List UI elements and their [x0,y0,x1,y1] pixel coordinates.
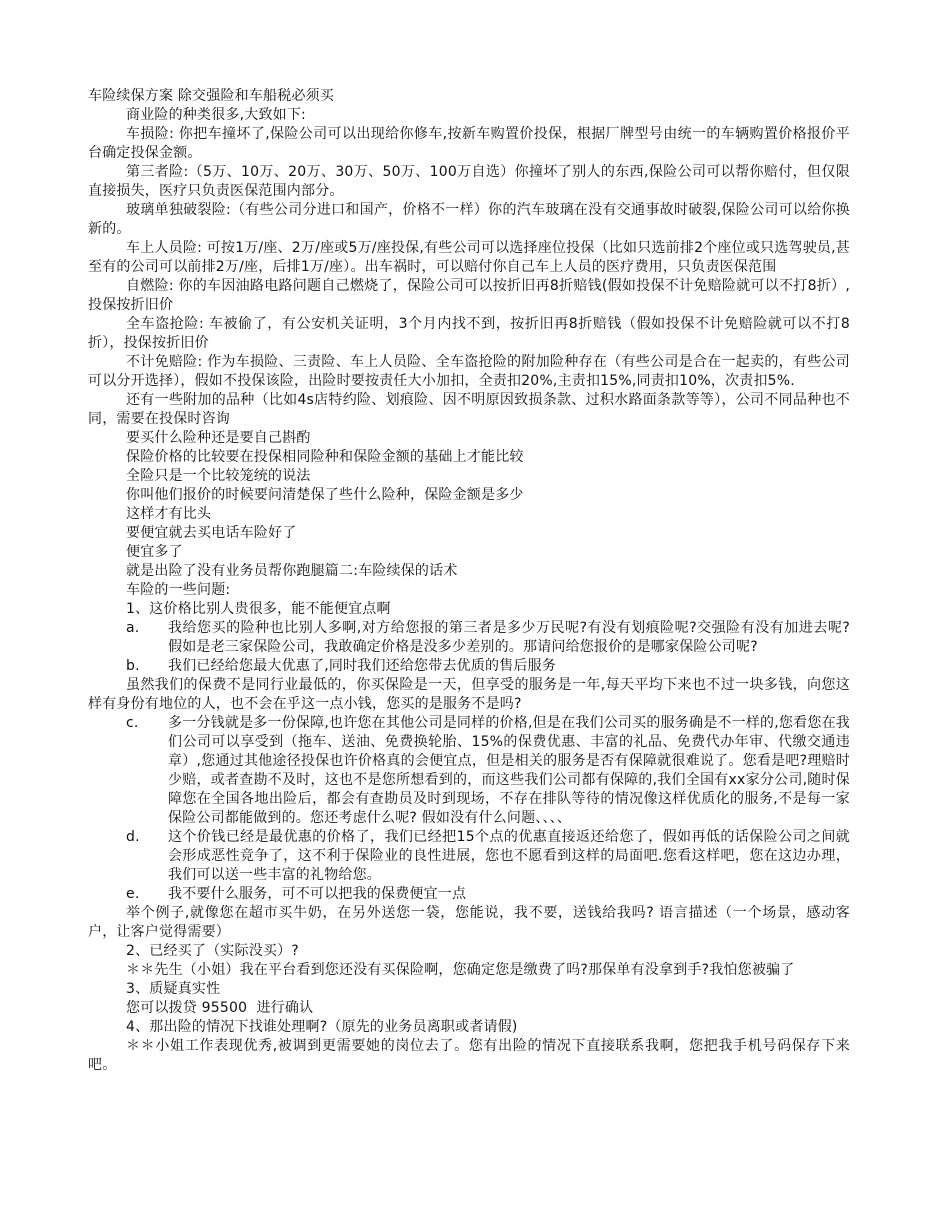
document-title: 车险续保方案 除交强险和车船税必须买 [88,88,335,104]
document-body [88,87,850,1075]
list-marker: c. [126,715,139,731]
list-item-text: 我们已经给您最大优惠了,同时我们还给您带去优质的售后服务 [168,658,557,674]
paragraph: 自燃险: 你的车因油路电路问题自己燃烧了，保险公司可以按折旧再8折赔钱(假如投保不计免赔险就可以不打8折）,投保按折旧价 [88,278,850,313]
question-heading: 1、这价格比别人贵很多，能不能便宜点啊 [126,601,391,617]
short-line: 车险的一些问题: [126,582,231,598]
paragraph: 还有一些附加的品种（比如4s店特约险、划痕险、因不明原因致损条款、过积水路面条款等等），公司不同品种也不同，需要在投保时咨询 [88,392,850,427]
short-line: 你叫他们报价的时候要问清楚保了些什么险种，保险金额是多少 [126,487,524,503]
list-marker: b. [126,658,140,674]
short-line: 这样才有比头 [126,506,212,522]
short-line: 便宜多了 [126,544,183,560]
list-item-c [88,714,850,828]
paragraph: 全车盗抢险: 车被偷了，有公安机关证明，3个月内找不到，按折旧再8折赔钱（假如投保不计免赔险就可以不打8折），投保按折旧价 [88,316,850,351]
list-item-text: 我给您买的险种也比别人多啊,对方给您报的第三者是多少万民呢?有没有划痕险呢?交强险有没有加进去呢? 假如是老三家保险公司，我敢确定价格是没多少差别的。那请问给您报价的是哪家保险公司呢? [168,620,850,655]
list-item-text: 这个价钱已经是最优惠的价格了，我们已经把15个点的优惠直接返还给您了，假如再低的话保险公司之间就会形成恶性竞争了，这不利于保险业的良性进展，您也不愿看到这样的局面吧.您看这样吧，您在这边办理，我们可以送一些丰富的礼物给您。 [168,829,850,883]
question-heading: 3、质疑真实性 [126,981,221,997]
list-item-d [88,828,850,885]
short-line: 要买什么险种还是要自己斟酌 [126,430,311,446]
question-heading: 4、那出险的情况下找谁处理啊?（原先的业务员离职或者请假) [126,1019,518,1035]
paragraph: ＊＊先生（小姐）我在平台看到您还没有买保险啊，您确定您是缴费了吗?那保单有没拿到手?我怕您被骗了 [126,962,795,978]
list-item-e [88,885,850,904]
list-marker: d. [126,829,140,845]
section-heading: 就是出险了没有业务员帮你跑腿篇二:车险续保的话术 [126,563,458,579]
short-line: 全险只是一个比较笼统的说法 [126,468,311,484]
list-item-text: 多一分钱就是多一份保障,也许您在其他公司是同样的价格,但是在我们公司买的服务确是不一样的,您看您在我们公司可以享受到（拖车、送油、免费换轮胎、15%的保费优惠、丰富的礼品、免费代办年审、代缴交通违章）,您通过其他途径投保也许价格真的会便宜点，但是相关的服务是否有保障就很难说了。您看是吧?理赔时少赔，或者查勘不及时，这也不是您所想看到的，而这些我们公司都有保障的,我们全国有xx家分公司,随时保障您在全国各地出险后，都会有查勘员及时到现场，不存在排队等待的情况像这样优质化的服务,不是每一家保险公司都能做到的。您还考虑什么呢? 假如没有什么问题、、、、 [168,715,850,826]
paragraph: 玻璃单独破裂险:（有些公司分进口和国产，价格不一样）你的汽车玻璃在没有交通事故时破裂,保险公司可以给你换新的。 [88,202,850,237]
paragraph: 商业险的种类很多,大致如下: [126,107,306,123]
paragraph: 车上人员险: 可按1万/座、2万/座或5万/座投保,有些公司可以选择座位投保（比如只选前排2个座位或只选驾驶员,甚至有的公司可以前排2万/座，后排1万/座）。出车祸时，可以赔付你自己车上人员的医疗费用，只负责医保范围 [88,240,850,275]
paragraph: 您可以拨贷 95500 进行确认 [126,1000,314,1016]
paragraph: 不计免赔险: 作为车损险、三责险、车上人员险、全车盗抢险的附加险种存在（有些公司是合在一起卖的，有些公司可以分开选择），假如不投保该险，出险时要按责任大小加扣，全责扣20%,主责扣15%,同责扣10%，次责扣5%. [88,354,850,389]
paragraph: 虽然我们的保费不是同行业最低的，你买保险是一天，但享受的服务是一年,每天平均下来也不过一块多钱，向您这样有身份有地位的人，也不会在乎这一点小钱，您买的是服务不是吗? [88,677,850,712]
paragraph: 第三者险:（5万、10万、20万、30万、50万、100万自选）你撞坏了别人的东西,保险公司可以帮你赔付，但仅限直接损失，医疗只负责医保范围内部分。 [88,164,850,199]
list-marker: a. [126,620,140,636]
question-heading: 2、已经买了（实际没买）? [126,943,299,959]
list-item-b [88,657,850,676]
paragraph: ＊＊小姐工作表现优秀,被调到更需要她的岗位去了。您有出险的情况下直接联系我啊，您把我手机号码保存下来吧。 [88,1038,850,1073]
list-marker: e. [126,886,140,902]
paragraph: 车损险: 你把车撞坏了,保险公司可以出现给你修车,按新车购置价投保，根据厂牌型号由统一的车辆购置价格报价平台确定投保金额。 [88,126,850,161]
short-line: 保险价格的比较要在投保相同险种和保险金额的基础上才能比较 [126,449,524,465]
list-item-a [88,619,850,657]
short-line: 要便宜就去买电话车险好了 [126,525,297,541]
list-item-text: 我不要什么服务，可不可以把我的保费便宜一点 [168,886,467,902]
paragraph: 举个例子,就像您在超市买牛奶，在另外送您一袋，您能说，我不要，送钱给我吗? 语言描述（一个场景，感动客户，让客户觉得需要） [88,905,850,940]
